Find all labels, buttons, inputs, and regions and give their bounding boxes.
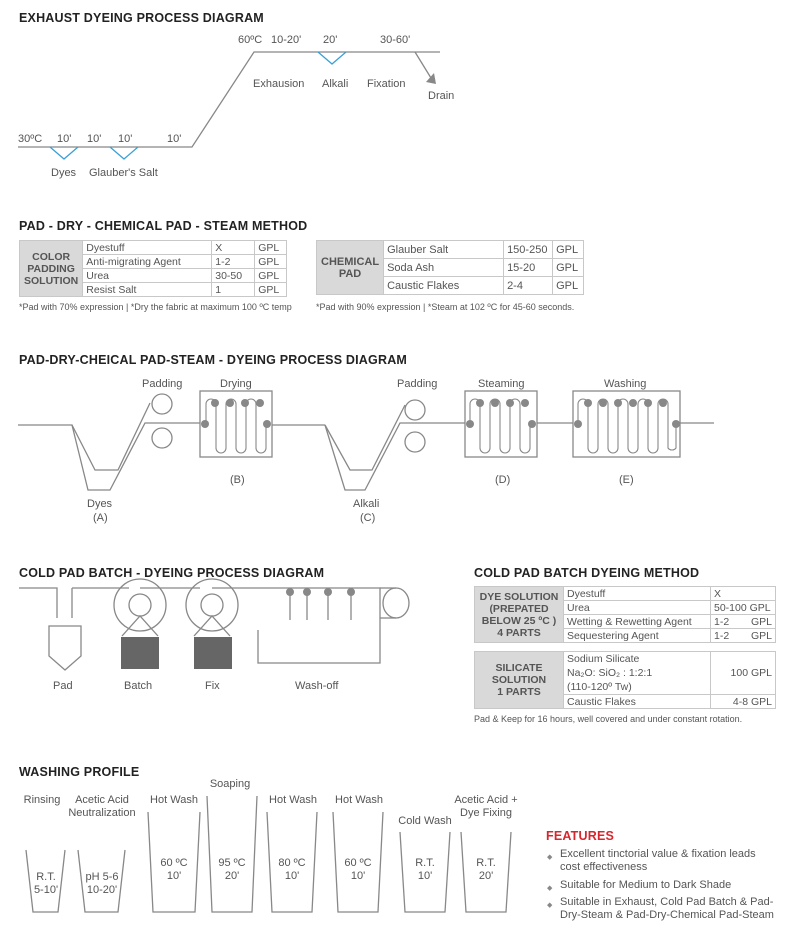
table-cell: 1 bbox=[212, 283, 255, 297]
cpb-heading: COLD PAD BATCH - DYEING PROCESS DIAGRAM bbox=[19, 566, 325, 580]
time-label: 20' bbox=[323, 34, 338, 46]
feature-item: ◆ Suitable for Medium to Dark Shade bbox=[560, 879, 731, 892]
exhausion-label: Exhausion bbox=[253, 78, 305, 90]
cpbm-heading: COLD PAD BATCH DYEING METHOD bbox=[474, 566, 700, 580]
pad-label: Pad bbox=[53, 680, 73, 692]
table-cell: GPL bbox=[739, 629, 775, 643]
step-title: Rinsing bbox=[23, 794, 61, 806]
table-cell: X bbox=[711, 587, 776, 601]
table-cell: Soda Ash bbox=[384, 259, 504, 277]
table-cell: 50-100 GPL bbox=[711, 601, 776, 615]
step-value: R.T. 10' bbox=[415, 857, 435, 882]
table-cell: 1-2 bbox=[711, 615, 740, 629]
batch-label: Batch bbox=[124, 680, 153, 692]
table-cell: Resist Salt bbox=[83, 283, 212, 297]
fix-label: Fix bbox=[205, 680, 220, 692]
temp-60: 60ºC bbox=[238, 34, 263, 46]
step-value: R.T. 5-10' bbox=[33, 871, 59, 896]
step-title: Soaping bbox=[209, 778, 251, 790]
dyes-label: Dyes bbox=[51, 167, 77, 179]
padding-label: Padding bbox=[397, 378, 438, 390]
table-cell: GPL bbox=[553, 277, 584, 295]
step-value: 95 ºC 20' bbox=[218, 857, 246, 882]
pad-method-heading: PAD - DRY - CHEMICAL PAD - STEAM METHOD bbox=[19, 219, 308, 233]
time-label: 10' bbox=[57, 133, 72, 145]
step-d: (D) bbox=[495, 474, 511, 486]
step-title: Acetic Acid Neutralization bbox=[68, 794, 136, 819]
step-value: 80 ºC 10' bbox=[278, 857, 306, 882]
table-cell: GPL bbox=[739, 615, 775, 629]
table-cell: 1-2 bbox=[711, 629, 740, 643]
step-value: pH 5-6 10-20' bbox=[85, 871, 119, 896]
silicate-solution-label: SILICATE SOLUTION 1 PARTS bbox=[475, 652, 564, 709]
color-padding-note: *Pad with 70% expression | *Dry the fabric at maximum 100 ºC temp bbox=[19, 302, 292, 312]
chemical-pad-note: *Pad with 90% expression | *Steam at 102 ºC for 45-60 seconds. bbox=[316, 302, 575, 312]
time-label: 10' bbox=[167, 133, 182, 145]
table-cell: GPL bbox=[553, 241, 584, 259]
table-cell: GPL bbox=[255, 283, 287, 297]
table-cell: GPL bbox=[255, 269, 287, 283]
table-cell: GPL bbox=[255, 241, 287, 255]
table-cell: Dyestuff bbox=[83, 241, 212, 255]
feature-item: ◆ Excellent tinctorial value & fixation leads cost effectiveness bbox=[560, 848, 756, 874]
feature-item: ◆ Suitable in Exhaust, Cold Pad Batch & Pad- Dry-Steam & Pad-Dry-Chemical Pad-Steam bbox=[560, 896, 774, 922]
step-title: Hot Wash bbox=[335, 794, 383, 806]
drying-label: Drying bbox=[220, 378, 252, 390]
table-cell: Sequestering Agent bbox=[564, 629, 711, 643]
temp-30: 30ºC bbox=[18, 133, 43, 145]
table-cell: 150-250 bbox=[504, 241, 553, 259]
step-a: (A) bbox=[93, 512, 108, 524]
dye-solution-label: DYE SOLUTION (PREPATED BELOW 25 ºC ) 4 PARTS bbox=[475, 587, 564, 643]
step-value: 60 ºC 10' bbox=[344, 857, 372, 882]
glauber-label: Glauber's Salt bbox=[89, 167, 158, 179]
step-title: Acetic Acid + Dye Fixing bbox=[454, 794, 518, 819]
time-label: 10-20' bbox=[271, 34, 302, 46]
time-label: 30-60' bbox=[380, 34, 411, 46]
table-cell: 1-2 bbox=[212, 255, 255, 269]
table-cell: GPL bbox=[553, 259, 584, 277]
chemical-pad-label: CHEMICAL PAD bbox=[317, 241, 384, 295]
table-cell: 2-4 bbox=[504, 277, 553, 295]
table-cell: 100 GPL bbox=[711, 652, 776, 695]
dyes-label: Dyes bbox=[87, 498, 113, 510]
washing-label: Washing bbox=[604, 378, 647, 390]
step-title: Hot Wash bbox=[269, 794, 317, 806]
exhaust-heading: EXHAUST DYEING PROCESS DIAGRAM bbox=[19, 11, 264, 25]
time-label: 10' bbox=[118, 133, 133, 145]
step-value: 60 ºC 10' bbox=[160, 857, 188, 882]
drain-label: Drain bbox=[428, 90, 455, 102]
alkali-label: Alkali bbox=[322, 78, 349, 90]
fixation-label: Fixation bbox=[367, 78, 406, 90]
time-label: 10' bbox=[87, 133, 102, 145]
step-title: Hot Wash bbox=[150, 794, 198, 806]
table-cell: Caustic Flakes bbox=[564, 695, 711, 709]
step-e: (E) bbox=[619, 474, 634, 486]
pdcps-heading: PAD-DRY-CHEICAL PAD-STEAM - DYEING PROCESS DIAGRAM bbox=[19, 353, 408, 367]
washoff-label: Wash-off bbox=[295, 680, 339, 692]
table-cell: Sodium Silicate Na₂O: SiO₂ : 1:2:1 (110-120º Tw) bbox=[564, 652, 711, 695]
step-value: R.T. 20' bbox=[476, 857, 496, 882]
washing-heading: WASHING PROFILE bbox=[19, 765, 140, 779]
padding-label: Padding bbox=[142, 378, 183, 390]
cpbm-note: Pad & Keep for 16 hours, well covered and under constant rotation. bbox=[474, 714, 743, 724]
alkali-label: Alkali bbox=[353, 498, 380, 510]
table-cell: 30-50 bbox=[212, 269, 255, 283]
table-cell: Glauber Salt bbox=[384, 241, 504, 259]
table-cell: Dyestuff bbox=[564, 587, 711, 601]
table-cell: Urea bbox=[83, 269, 212, 283]
step-b: (B) bbox=[230, 474, 245, 486]
table-cell: 4-8 GPL bbox=[711, 695, 776, 709]
steaming-label: Steaming bbox=[478, 378, 525, 390]
table-cell: Urea bbox=[564, 601, 711, 615]
step-title: Cold Wash bbox=[398, 815, 452, 827]
table-cell: 15-20 bbox=[504, 259, 553, 277]
table-cell: Caustic Flakes bbox=[384, 277, 504, 295]
table-cell: Wetting & Rewetting Agent bbox=[564, 615, 711, 629]
table-cell: Anti-migrating Agent bbox=[83, 255, 212, 269]
table-cell: GPL bbox=[255, 255, 287, 269]
color-padding-label: COLOR PADDING SOLUTION bbox=[20, 241, 83, 297]
table-cell: X bbox=[212, 241, 255, 255]
step-c: (C) bbox=[360, 512, 376, 524]
features-heading: FEATURES bbox=[546, 829, 615, 843]
